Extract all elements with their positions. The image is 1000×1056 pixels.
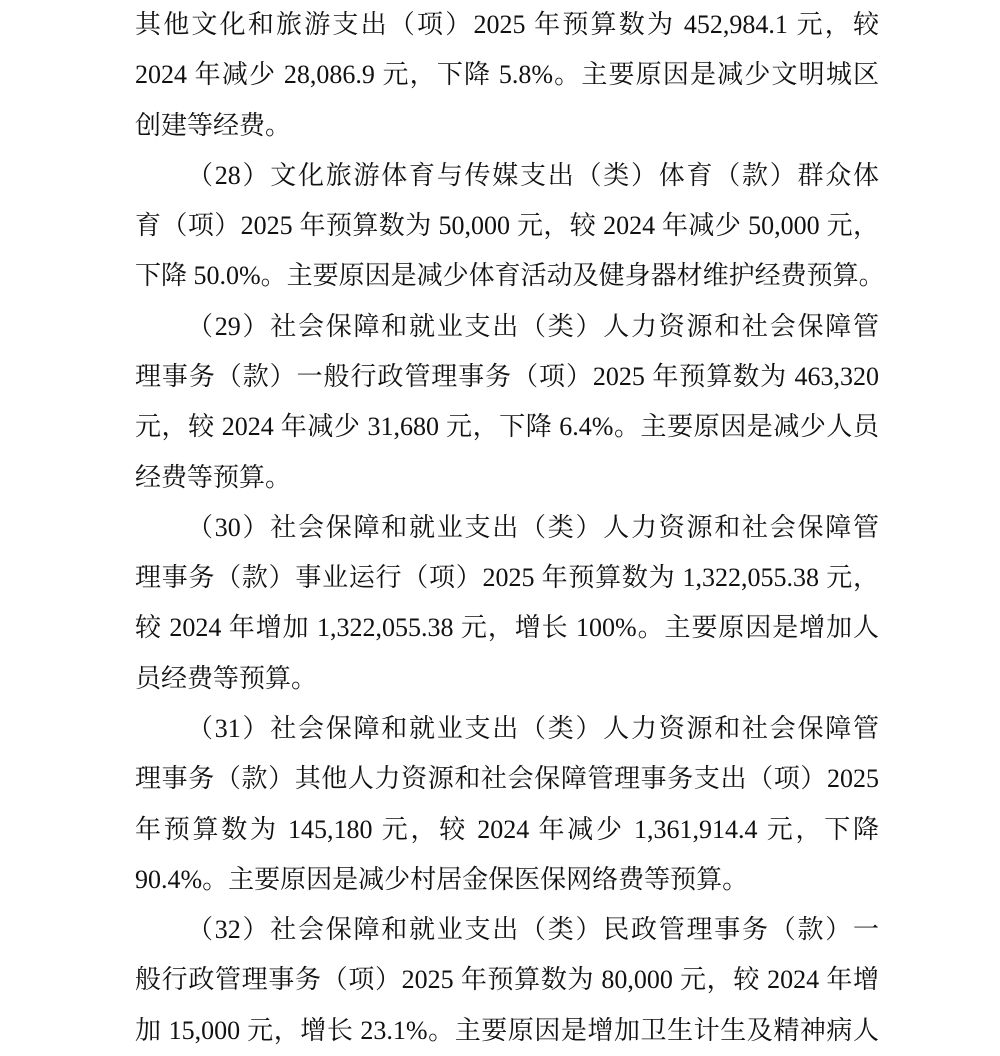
paragraph-line: （31）社会保障和就业支出（类）人力资源和社会保障管 <box>187 713 879 743</box>
paragraph-line: 理事务（款）事业运行（项）2025 年预算数为 1,322,055.38 元， <box>135 563 879 593</box>
document-body <box>135 0 885 1056</box>
paragraph-line: 般行政管理事务（项）2025 年预算数为 80,000 元，较 2024 年增 <box>135 965 879 995</box>
paragraph-31 <box>135 704 879 905</box>
paragraph-line: 其他文化和旅游支出（项）2025 年预算数为 452,984.1 元，较 <box>135 10 879 39</box>
paragraph-line: 创建等经费。 <box>135 110 292 140</box>
paragraph-continued <box>135 0 879 151</box>
paragraph-line: 理事务（款）其他人力资源和社会保障管理事务支出（项）2025 <box>135 764 879 794</box>
paragraph-line: （28）文化旅游体育与传媒支出（类）体育（款）群众体 <box>187 160 879 190</box>
paragraph-line: 90.4%。主要原因是减少村居金保医保网络费等预算。 <box>135 864 749 894</box>
paragraph-line: 经费等预算。 <box>135 462 292 492</box>
paragraph-line: （29）社会保障和就业支出（类）人力资源和社会保障管 <box>187 311 879 341</box>
paragraph-29 <box>135 302 879 503</box>
paragraph-30 <box>135 503 879 704</box>
paragraph-line: 元，较 2024 年减少 31,680 元，下降 6.4%。主要原因是减少人员 <box>135 412 879 442</box>
paragraph-line: 员经费等预算。 <box>135 663 318 693</box>
paragraph-32 <box>135 905 879 1056</box>
paragraph-line: 加 15,000 元，增长 23.1%。主要原因是增加卫生计生及精神病人 <box>135 1015 879 1045</box>
paragraph-line: 育（项）2025 年预算数为 50,000 元，较 2024 年减少 50,000 元， <box>135 211 879 241</box>
paragraph-line: 较 2024 年增加 1,322,055.38 元，增长 100%。主要原因是增加人 <box>135 613 879 643</box>
paragraph-line: 2024 年减少 28,086.9 元，下降 5.8%。主要原因是减少文明城区 <box>135 60 879 90</box>
paragraph-line: 理事务（款）一般行政管理事务（项）2025 年预算数为 463,320 <box>135 361 879 391</box>
paragraph-28 <box>135 151 885 302</box>
paragraph-line: 年预算数为 145,180 元，较 2024 年减少 1,361,914.4 元，下降 <box>135 814 879 844</box>
paragraph-line: 下降 50.0%。主要原因是减少体育活动及健身器材维护经费预算。 <box>135 261 885 291</box>
paragraph-line: （32）社会保障和就业支出（类）民政管理事务（款）一 <box>187 915 879 945</box>
paragraph-line: （30）社会保障和就业支出（类）人力资源和社会保障管 <box>187 512 879 542</box>
